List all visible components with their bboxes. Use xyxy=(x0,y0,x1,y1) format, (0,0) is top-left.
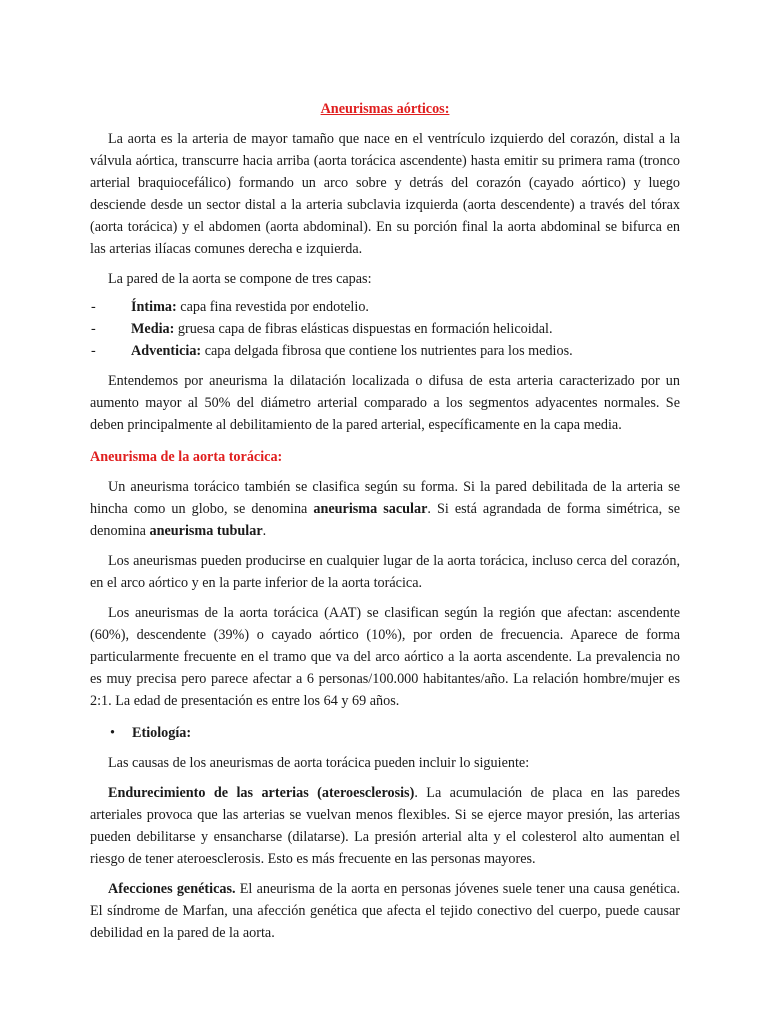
layers-list xyxy=(90,296,680,362)
layers-intro: La pared de la aorta se compone de tres capas: xyxy=(108,271,372,287)
list-item xyxy=(90,318,680,340)
list-item xyxy=(90,296,680,318)
classification-paragraph xyxy=(90,476,680,542)
intro-paragraph: La aorta es la arteria de mayor tamaño que nace en el ventrículo izquierdo del corazón, distal a la válvula aórtica, transcurre hacia arriba (aorta torácica ascendente) hasta emitir su primera rama (tronco arterial braquiocefálico) formando un arco sobre y detrás del corazón (cayado aórtico) y luego desciende desde un sector distal a la arteria subclavia izquierda (aorta descendente) a través del tórax (aorta torácica) y el abdomen (aorta abdominal). En su porción final la aorta abdominal se bifurca en las arterias ilíacas comunes derecha e izquierda. xyxy=(90,131,680,257)
dash-marker: - xyxy=(91,321,96,337)
layer-description: capa fina revestida por endotelio. xyxy=(176,299,369,315)
aat-paragraph: Los aneurismas de la aorta torácica (AAT) se clasifican según la región que afectan: ascendente (60%), descendente (39%) o cayado aórtico (10%), por orden de frecuencia. Aparece de forma particularmente frecuente en el tramo que va del arco aórtico a la aorta ascendente. La prevalencia no es muy precisa pero parece afectar a 6 personas/100.000 habitantes/año. La relación hombre/mujer es 2:1. La edad de presentación es entre los 64 y 69 años. xyxy=(90,605,680,709)
cause-atherosclerosis xyxy=(90,782,680,870)
dash-marker: - xyxy=(91,299,96,315)
bold-term: aneurisma tubular xyxy=(149,523,263,539)
layer-description: capa delgada fibrosa que contiene los nutrientes para los medios. xyxy=(201,343,573,359)
text-run: El aneurisma de la aorta en personas jóvenes suele tener una causa genética. El síndrome de Marfan, una afección genética que afecta el tejido conectivo del cuerpo, puede causar debilidad en la pared de la aorta. xyxy=(90,881,681,941)
bullet-marker: • xyxy=(110,725,115,741)
definition-paragraph: Entendemos por aneurisma la dilatación localizada o difusa de esta arteria caracterizado por un aumento mayor al 50% del diámetro arterial comparado a los segmentos adyacentes normales. Se deben principalmente al debilitamiento de la pared arterial, específicamente en la capa media. xyxy=(90,373,680,433)
bold-term: Endurecimiento de las arterias (ateroesclerosis) xyxy=(108,785,415,801)
location-paragraph: Los aneurismas pueden producirse en cualquier lugar de la aorta torácica, incluso cerca del corazón, en el arco aórtico y en la parte inferior de la aorta torácica. xyxy=(90,553,680,591)
etiology-title: Etiología: xyxy=(132,725,192,741)
cause-genetic xyxy=(90,878,680,944)
layer-term: Íntima: xyxy=(131,299,177,315)
causes-intro: Las causas de los aneurismas de aorta torácica pueden incluir lo siguiente: xyxy=(108,755,530,771)
list-item xyxy=(90,340,680,362)
text-run: . La acumulación de placa en las paredes arteriales provoca que las arterias se vuelvan menos flexibles. Si se ejerce mayor presión, las arterias pueden debilitarse y ensancharse (dilatarse). La presión arterial alta y el colesterol alto aumentan el riesgo de tener ateroesclerosis. Esto es más frecuente en las personas mayores. xyxy=(90,785,680,867)
bold-term: Afecciones genéticas. xyxy=(108,881,236,897)
layer-term: Media: xyxy=(131,321,175,337)
bold-term: aneurisma sacular xyxy=(313,501,428,517)
etiology-heading xyxy=(90,722,680,744)
section-heading: Aneurisma de la aorta torácica: xyxy=(90,449,283,465)
text-run: . xyxy=(262,523,267,539)
layer-term: Adventicia: xyxy=(131,343,202,359)
layer-description: gruesa capa de fibras elásticas dispuestas en formación helicoidal. xyxy=(174,321,553,337)
text-run: . Si está agrandada de forma simétrica, se denomina xyxy=(90,501,680,539)
text-run: Un aneurisma torácico también se clasifica según su forma. Si la pared debilitada de la arteria se hincha como un globo, se denomina xyxy=(90,479,680,517)
dash-marker: - xyxy=(91,343,96,359)
document-title: Aneurismas aórticos: xyxy=(320,101,450,117)
